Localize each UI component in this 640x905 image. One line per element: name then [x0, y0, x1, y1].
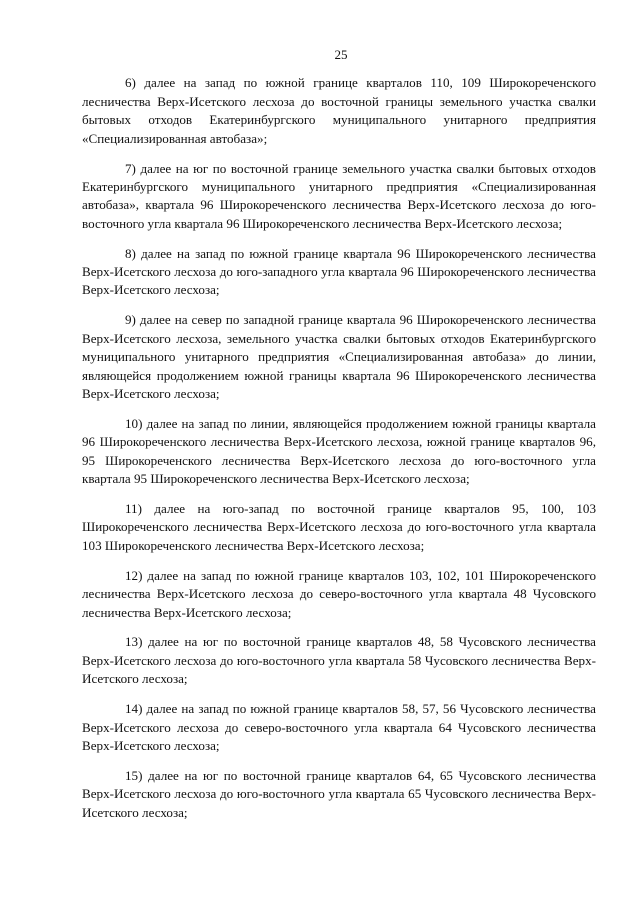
paragraph-7: 7) далее на юг по восточной границе земельного участка свалки бытовых отходов Екатеринбургского муниципального унитарного предприятия «Специализированная автобаза», квартала 96 Широкореченского лесничества Верх-Исетского лесхоза до юго-восточного угла квартала 96 Широкореченского лесничества Верх-Исетского лесхоза;: [82, 160, 596, 231]
paragraph-9: 9) далее на север по западной границе квартала 96 Широкореченского лесничества Верх-Исетского лесхоза, земельного участка свалки бытовых отходов Екатеринбургского муниципального унитарного предприятия «Специализированная автобаза» до линии, являющейся продолжением южной границы квартала 96 Широкореченского лесничества Верх-Исетского лесхоза;: [82, 312, 596, 401]
page-number: 25: [334, 47, 348, 62]
paragraph-11: 11) далее на юго-запад по восточной границе кварталов 95, 100, 103 Широкореченского лесничества Верх-Исетского лесхоза до юго-восточного угла квартала 103 Широкореченского лесничества Верх-Исетского лесхоза;: [82, 501, 596, 553]
paragraph-12: 12) далее на запад по южной границе кварталов 103, 102, 101 Широкореченского лесничества Верх-Исетского лесхоза до северо-восточного угла квартала 48 Чусовского лесничества Верх-Исетского лесхоза;: [82, 567, 596, 620]
paragraph-8: 8) далее на запад по южной границе квартала 96 Широкореченского лесничества Верх-Исетского лесхоза до юго-западного угла квартала 96 Широкореченского лесничества Верх-Исетского лесхоза;: [82, 245, 596, 298]
paragraph-13: 13) далее на юг по восточной границе кварталов 48, 58 Чусовского лесничества Верх-Исетского лесхоза до юго-восточного угла квартала 58 Чусовского лесничества Верх-Исетского лесхоза;: [82, 634, 596, 687]
paragraph-14: 14) далее на запад по южной границе кварталов 58, 57, 56 Чусовского лесничества Верх-Исетского лесхоза до северо-восточного угла квартала 64 Чусовского лесничества Верх-Исетского лесхоза;: [82, 701, 596, 753]
paragraph-10: 10) далее на запад по линии, являющейся продолжением южной границы квартала 96 Широкореченского лесничества Верх-Исетского лесхоза, южной границе кварталов 96, 95 Широкореченского лесничества Верх-Исетского лесхоза до юго-восточного угла квартала 95 Широкореченского лесничества Верх-Исетского лесхоза;: [82, 415, 596, 487]
paragraph-6: 6) далее на запад по южной границе кварталов 110, 109 Широкореченского лесничества Верх-Исетского лесхоза до восточной границы земельного участка свалки бытовых отходов Екатеринбургского муниципального унитарного предприятия «Специализированная автобаза»;: [82, 75, 596, 146]
paragraph-15: 15) далее на юг по восточной границе кварталов 64, 65 Чусовского лесничества Верх-Исетского лесхоза до юго-восточного угла квартала 65 Чусовского лесничества Верх-Исетского лесхоза;: [82, 767, 596, 820]
